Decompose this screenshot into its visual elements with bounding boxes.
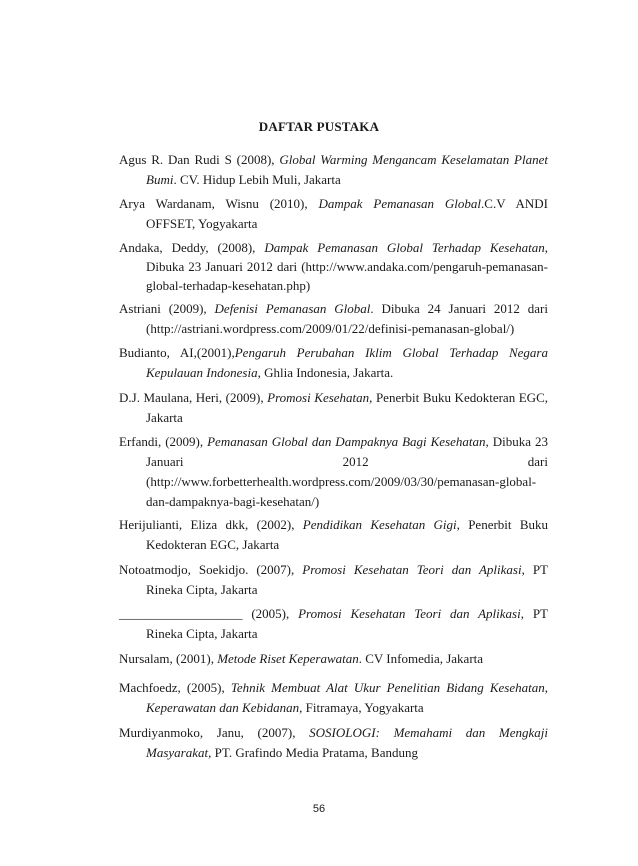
reference-title: Keperawatan dan Kebidanan [146, 700, 300, 715]
reference-publisher: , PT [521, 562, 549, 577]
reference-entry [119, 604, 548, 644]
reference-publisher: Penerbit Buku Kedokteran EGC, [372, 390, 548, 405]
reference-title: Masyarakat, [146, 745, 212, 760]
reference-title: Dampak Pemanasan Global [318, 196, 482, 211]
reference-line [119, 343, 548, 363]
date-word: 2012 [342, 454, 369, 469]
reference-title: Pemanasan Global dan Dampaknya Bagi Kesehatan [207, 434, 486, 449]
reference-entry [119, 388, 548, 428]
reference-entry [119, 432, 548, 512]
reference-line [119, 452, 548, 472]
reference-line: Dibuka 23 Januari 2012 dari (http://www.andaka.com/pengaruh-pemanasan- [146, 259, 548, 274]
reference-line [119, 194, 548, 214]
reference-line [119, 432, 548, 452]
reference-author: Agus R. Dan Rudi S (2008), [119, 152, 280, 167]
reference-line [119, 238, 548, 257]
reference-author: ___________________ (2005), [119, 606, 299, 621]
page-number: 56 [312, 803, 326, 815]
reference-line: (http://www.forbetterhealth.wordpress.com/2009/03/30/pemanasan-global- [146, 474, 537, 489]
reference-author: Herijulianti, Eliza dkk, (2002), [119, 517, 303, 532]
reference-author: Budianto, AI,(2001), [119, 345, 235, 360]
reference-line [119, 743, 548, 763]
reference-line [119, 170, 548, 190]
reference-line [119, 363, 548, 383]
reference-line: (http://astriani.wordpress.com/2009/01/22/definisi-pemanasan-global/) [146, 321, 515, 336]
reference-line [119, 678, 548, 698]
date-word: Januari [146, 454, 184, 469]
reference-publisher: . CV Infomedia, Jakarta [358, 651, 484, 666]
reference-title: Promosi Kesehatan Teori dan Aplikasi [298, 606, 521, 621]
page-title: DAFTAR PUSTAKA [258, 119, 380, 134]
reference-author: Nursalam, (2001), [119, 651, 218, 666]
reference-entry [119, 649, 548, 669]
reference-entry [119, 150, 548, 190]
punctuation: , [544, 240, 548, 255]
reference-line [119, 299, 548, 319]
reference-line [119, 515, 548, 535]
reference-title: Pengaruh Perubahan Iklim Global Terhadap Negara [234, 345, 548, 360]
reference-line [119, 388, 548, 408]
reference-author: Andaka, Deddy, (2008), [119, 240, 265, 255]
reference-author: Notoatmodjo, Soekidjo. (2007), [119, 562, 303, 577]
reference-line: global-terhadap-kesehatan.php) [146, 278, 311, 293]
reference-publisher: , PT [520, 606, 548, 621]
reference-line [119, 649, 548, 669]
reference-publisher: , Ghlia Indonesia, Jakarta. [257, 365, 394, 380]
reference-entry [119, 678, 548, 718]
reference-entry [119, 343, 548, 383]
reference-author: Arya Wardanam, Wisnu (2010), [119, 196, 319, 211]
reference-line [119, 150, 548, 170]
reference-line [119, 560, 548, 580]
reference-title: Dampak Pemanasan Global Terhadap Kesehatan [264, 240, 545, 255]
reference-entry [119, 515, 548, 555]
reference-author: Erfandi, (2009), [119, 434, 208, 449]
reference-entry [119, 560, 548, 600]
reference-title: Promosi Kesehatan Teori dan Aplikasi [302, 562, 522, 577]
reference-publisher: .C.V ANDI [481, 196, 548, 211]
reference-author: Machfoedz, (2005), [119, 680, 231, 695]
reference-publisher: PT. Grafindo Media Pratama, Bandung [211, 745, 418, 760]
reference-title: Pendidikan Kesehatan Gigi [302, 517, 457, 532]
reference-line [119, 723, 548, 743]
reference-entry [119, 299, 548, 339]
reference-title: Global Warming Mengancam Keselamatan Planet [279, 152, 548, 167]
reference-author: Astriani (2009), [119, 301, 215, 316]
reference-publisher: . CV. Hidup Lebih Muli, Jakarta [173, 172, 341, 187]
reference-publisher: , Dibuka 23 [485, 434, 549, 449]
reference-line: Rineka Cipta, Jakarta [146, 582, 258, 597]
date-word: dari [527, 454, 548, 469]
reference-author: Murdiyanmoko, Janu, (2007), [119, 725, 310, 740]
reference-title: Tehnik Membuat Alat Ukur Penelitian Bidang Kesehatan, [230, 680, 548, 695]
reference-title: Metode Riset Keperawatan [217, 651, 359, 666]
reference-line: Kedokteran EGC, Jakarta [146, 537, 280, 552]
reference-line [119, 604, 548, 624]
reference-title: Kepulauan Indonesia [146, 365, 258, 380]
reference-author: D.J. Maulana, Heri, (2009), [119, 390, 268, 405]
reference-title: Bumi [146, 172, 174, 187]
reference-entry [119, 238, 548, 295]
reference-line: Jakarta [146, 410, 183, 425]
reference-publisher: . Dibuka 24 Januari 2012 dari [370, 301, 548, 316]
reference-publisher: , Fitramaya, Yogyakarta [299, 700, 424, 715]
reference-line [119, 698, 548, 718]
reference-line: Rineka Cipta, Jakarta [146, 626, 258, 641]
reference-title: Promosi Kesehatan, [267, 390, 373, 405]
reference-entry [119, 194, 548, 234]
reference-title: SOSIOLOGI: Memahami dan Mengkaji [309, 725, 548, 740]
reference-title: Defenisi Pemanasan Global [214, 301, 371, 316]
reference-line: dan-dampaknya-bagi-kesehatan/) [146, 494, 320, 509]
reference-publisher: , Penerbit Buku [456, 517, 548, 532]
reference-line: OFFSET, Yogyakarta [146, 216, 258, 231]
reference-entry [119, 723, 548, 763]
